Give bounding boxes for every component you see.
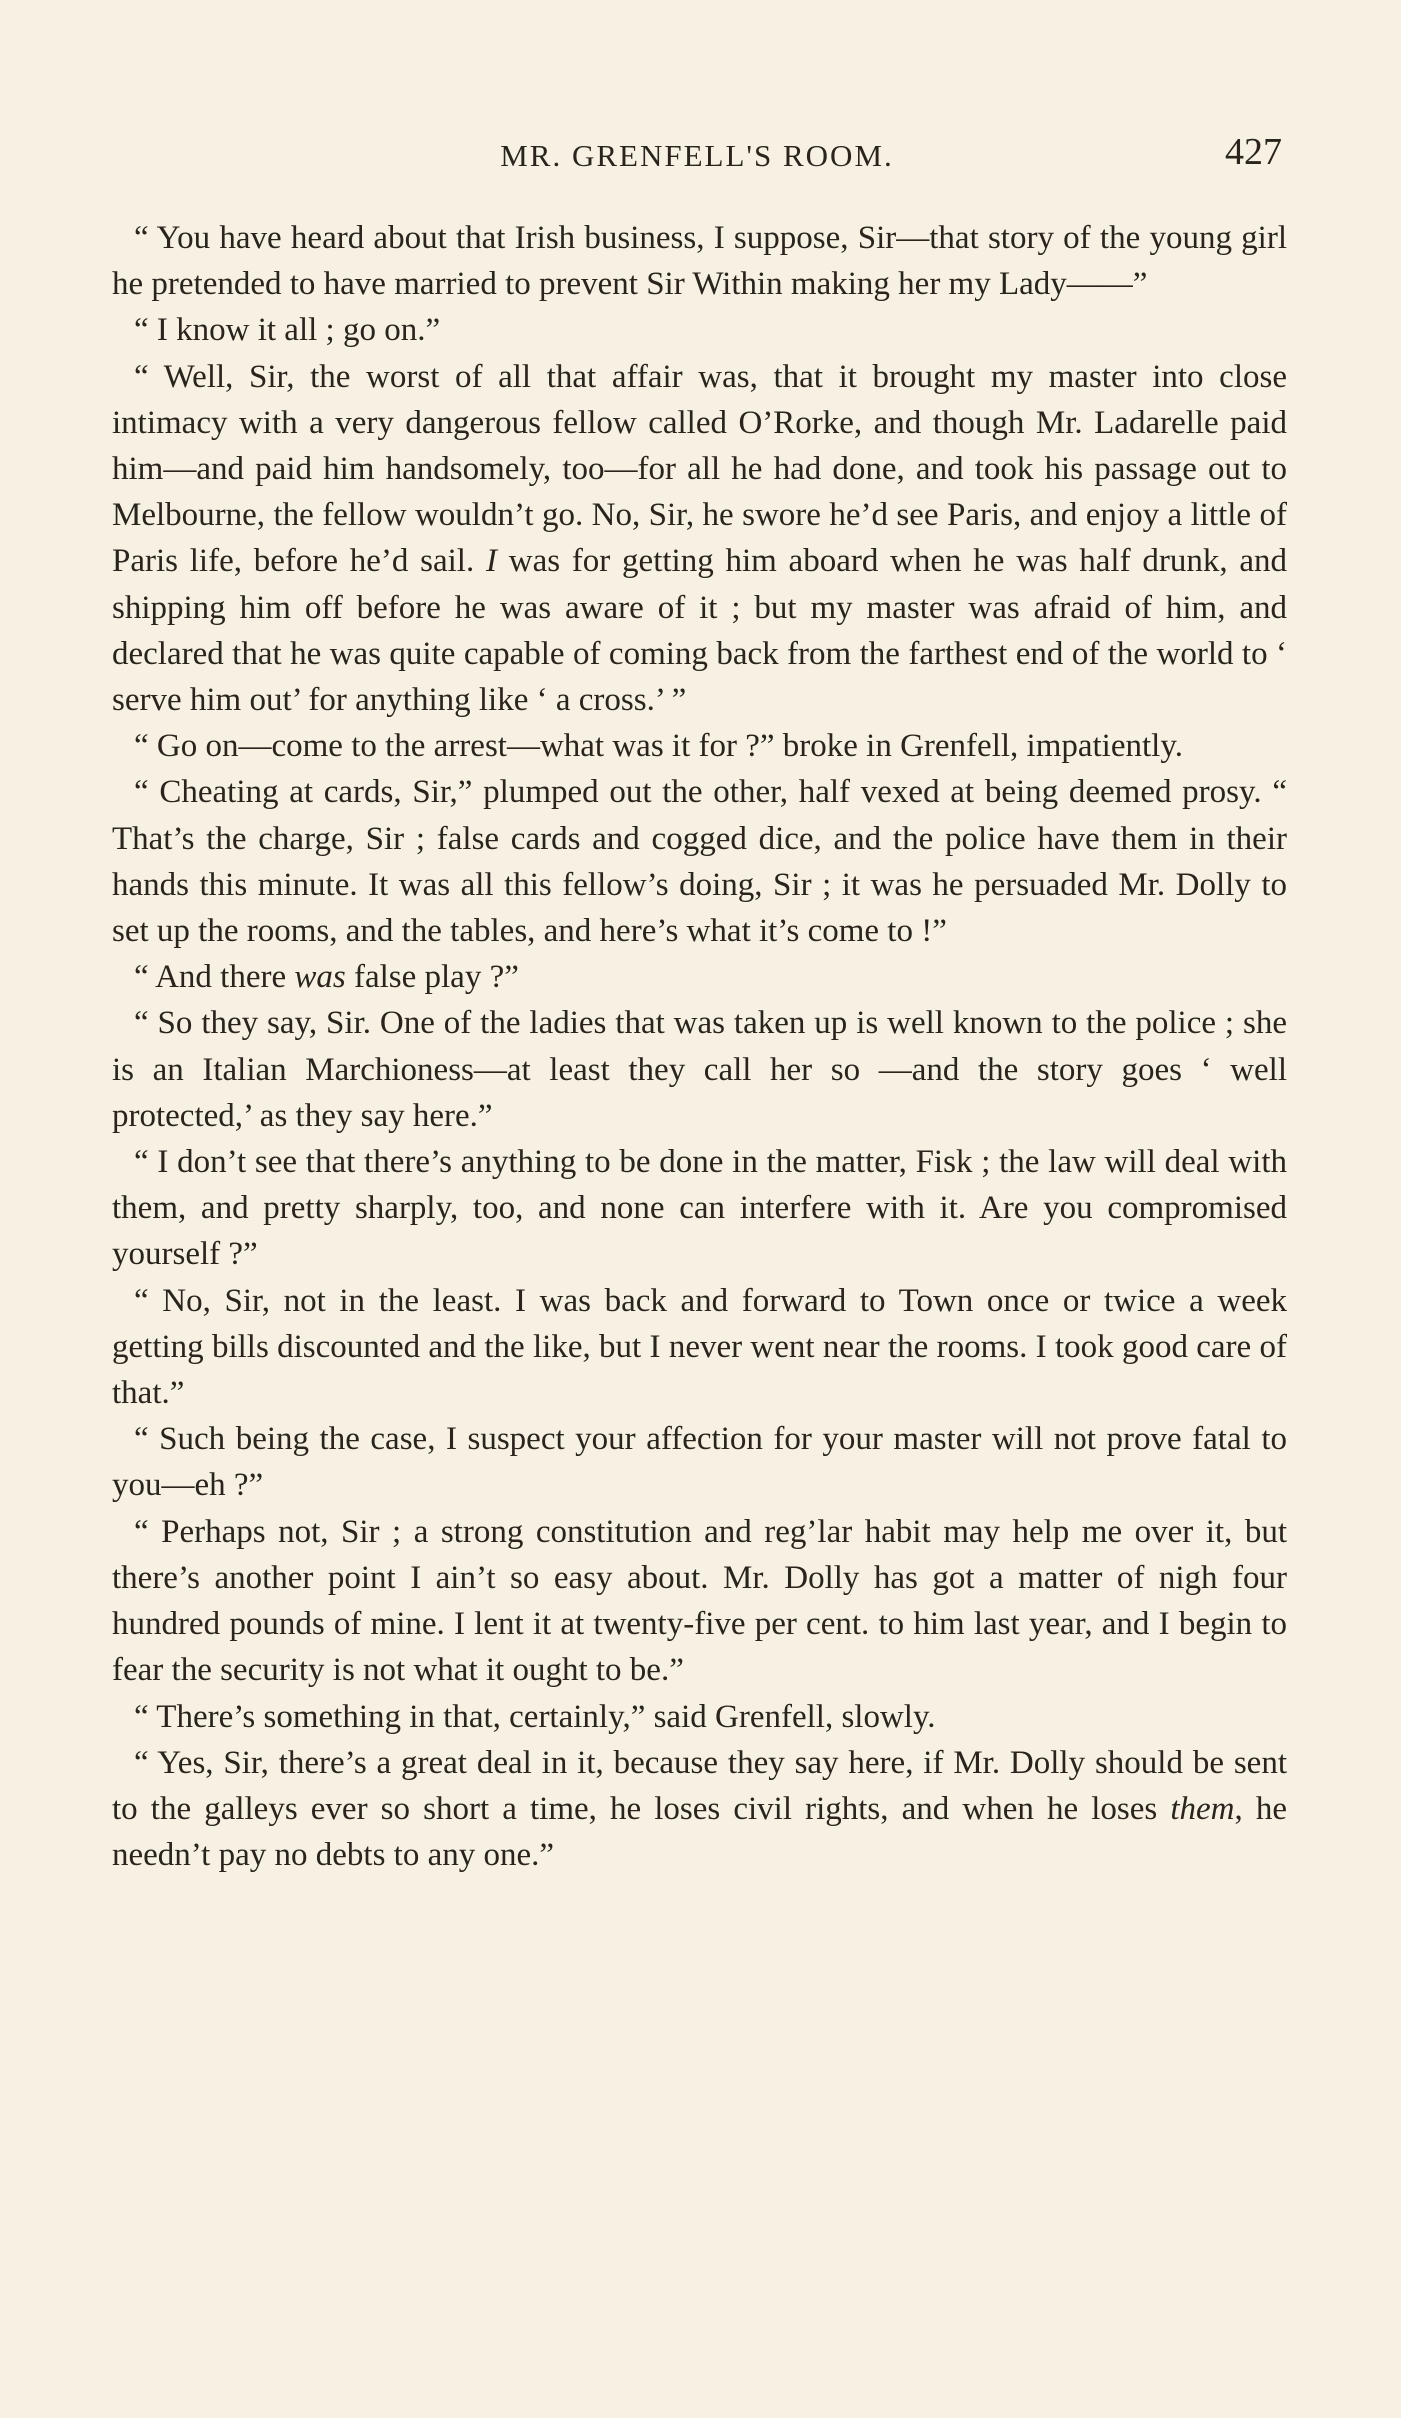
paragraph-4: [112, 723, 1287, 769]
italic-emphasis: was: [294, 959, 346, 996]
paragraph-text: was for getting him aboard when he was half drunk, and shipping him off before he was aware of it ; but my master was afraid of him, and declared that he was quite capable of coming back from the farthest end of the world to ‘ serve him out’ for anything like ‘ a cross.’ ”: [112, 543, 1287, 719]
paragraph-text: false play ?”: [345, 959, 519, 996]
paragraph-11: [112, 1509, 1287, 1694]
body-text: [112, 215, 1287, 1878]
paragraph-3: [112, 354, 1287, 724]
paragraph-text: “ I know it all ; go on.”: [134, 312, 441, 349]
paragraph-text: “ So they say, Sir. One of the ladies that was taken up is well known to the police ; she is an Italian Marchioness—at least they call her so —and the story goes ‘ well protected,’ as they say here.”: [112, 1005, 1287, 1134]
running-title: MR. GRENFELL'S ROOM.: [500, 138, 894, 173]
italic-emphasis: I: [485, 543, 497, 580]
paragraph-6: [112, 954, 1287, 1000]
paragraph-text: “ Well, Sir, the worst of all that affair was, that it brought my master into close intimacy with a very dangerous fellow called O’Rorke, and though Mr. Ladarelle paid him—and paid him handsomely, too—for all he had done, and took his passage out to Melbourne, the fellow wouldn’t go. No, Sir, he swore he’d see Paris, and enjoy a little of Paris life, before he’d sail.: [112, 358, 1287, 580]
paragraph-text: “ Yes, Sir, there’s a great deal in it, because they say here, if Mr. Dolly should be sent to the galleys ever so short a time, he loses civil rights, and when he loses: [112, 1744, 1287, 1827]
paragraph-text: “ You have heard about that Irish business, I suppose, Sir—that story of the young girl he pretended to have married to prevent Sir Within making her my Lady——”: [112, 220, 1287, 303]
paragraph-9: [112, 1278, 1287, 1417]
paragraph-text: “ And there: [134, 959, 295, 996]
paragraph-text: , he needn’t pay no debts to any one.”: [112, 1790, 1287, 1874]
italic-emphasis: them: [1170, 1790, 1235, 1827]
paragraph-7: [112, 1000, 1287, 1139]
paragraph-text: “ Perhaps not, Sir ; a strong constitution and reg’lar habit may help me over it, but there’s another point I ain’t so easy about. Mr. Dolly has got a matter of nigh four hundred pounds of mine. I lent it at twenty-five per cent. to him last year, and I begin to fear the security is not what it ought to be.”: [112, 1513, 1287, 1689]
paragraph-8: [112, 1139, 1287, 1278]
paragraph-10: [112, 1416, 1287, 1508]
paragraph-13: [112, 1740, 1287, 1879]
paragraph-2: [112, 307, 1287, 353]
paragraph-5: [112, 769, 1287, 954]
paragraph-12: [112, 1694, 1287, 1740]
paragraph-text: “ Such being the case, I suspect your affection for your master will not prove fatal to you—eh ?”: [112, 1421, 1287, 1504]
paragraph-text: “ Go on—come to the arrest—what was it for ?” broke in Grenfell, impatiently.: [134, 728, 1183, 765]
paragraph-text: “ Cheating at cards, Sir,” plumped out the other, half vexed at being deemed prosy. “ That’s the charge, Sir ; false cards and cogged dice, and the police have them in their hands this minute. It was all this fellow’s doing, Sir ; it was he persuaded Mr. Dolly to set up the rooms, and the tables, and here’s what it’s come to !”: [112, 774, 1287, 950]
paragraph-text: “ There’s something in that, certainly,” said Grenfell, slowly.: [134, 1698, 936, 1735]
paragraph-1: [112, 215, 1287, 307]
page-number: 427: [1225, 131, 1282, 173]
paragraph-text: “ I don’t see that there’s anything to be done in the matter, Fisk ; the law will deal with them, and pretty sharply, too, and none can interfere with it. Are you compromised yourself ?”: [112, 1144, 1287, 1273]
page-header: [112, 128, 1282, 188]
paragraph-text: “ No, Sir, not in the least. I was back and forward to Town once or twice a week getting bills discounted and the like, but I never went near the rooms. I took good care of that.”: [112, 1282, 1287, 1412]
